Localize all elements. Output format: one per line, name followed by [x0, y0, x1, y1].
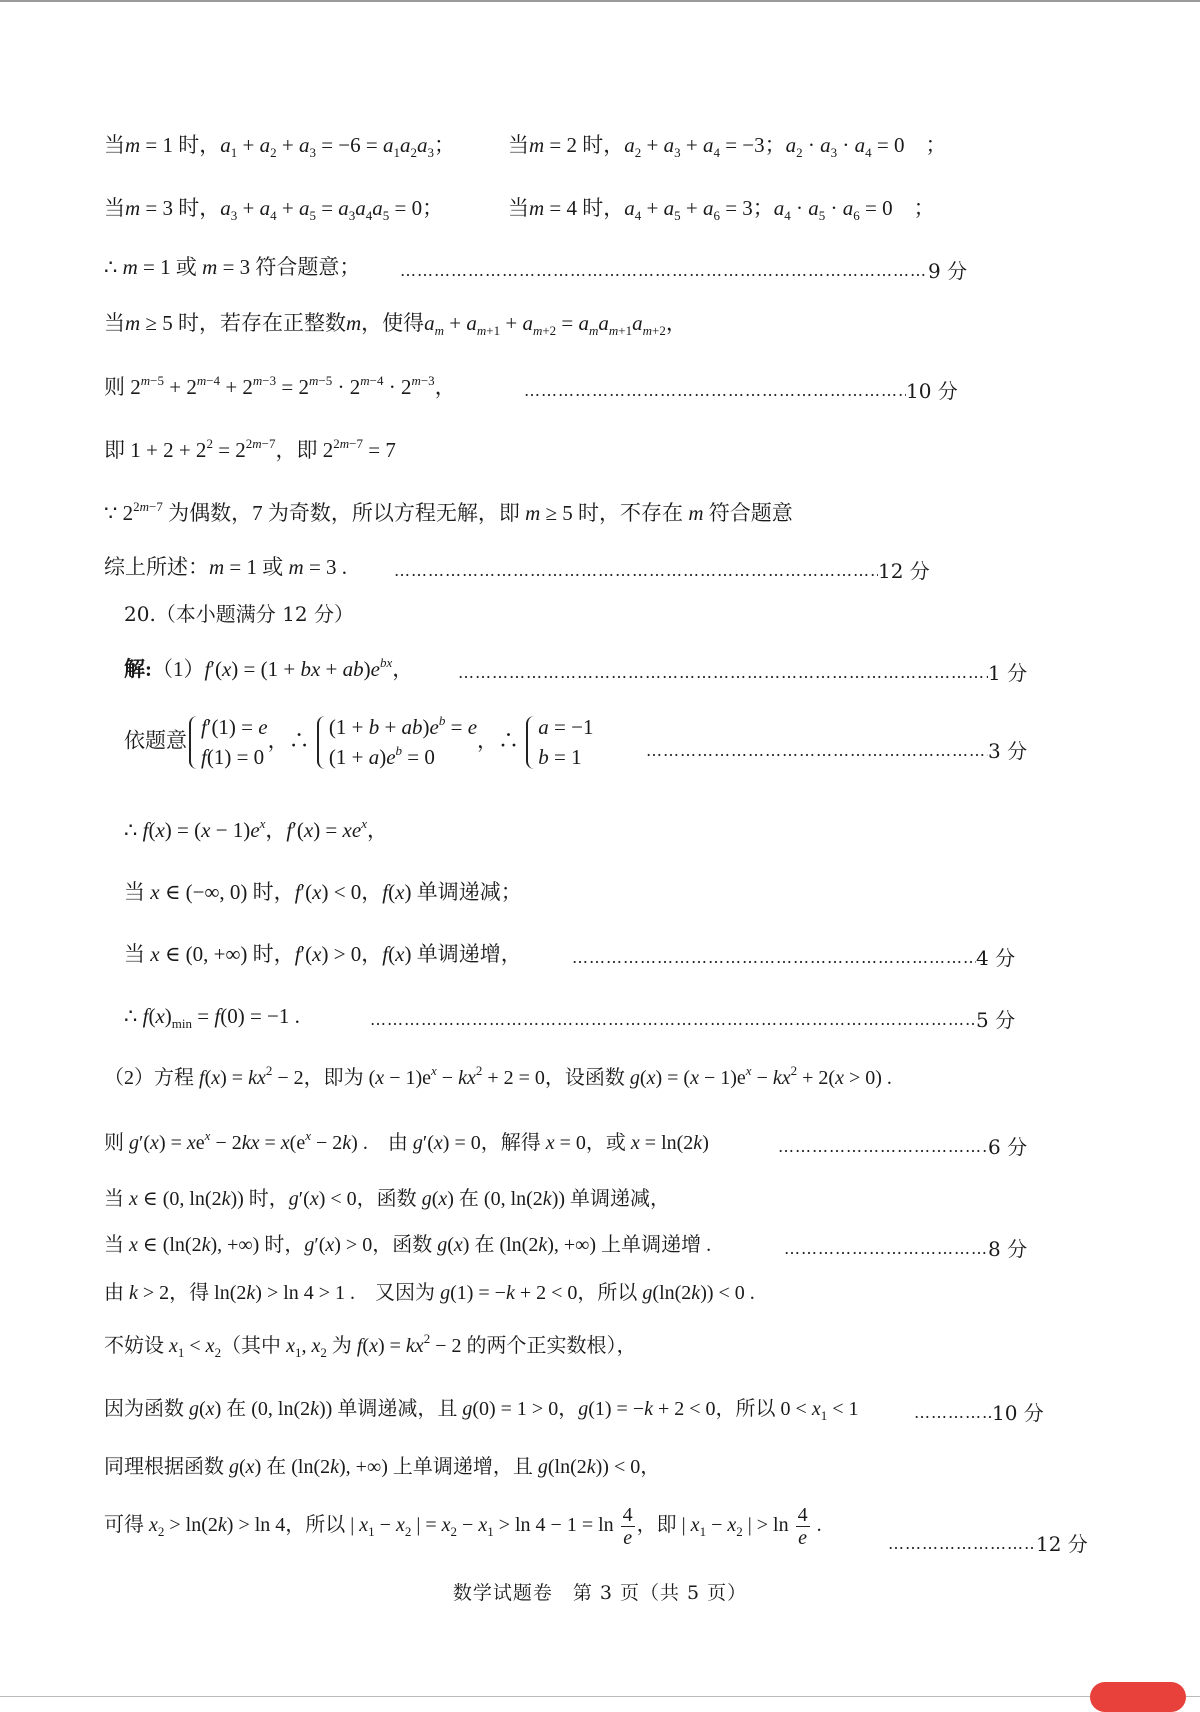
g-increasing: 当 x ∈ (ln(2k), +∞) 时，g′(x) > 0，函数 g(x) 在 (ln(2k), +∞) 上单调递增 .	[104, 1234, 712, 1256]
leader-dots	[914, 1403, 992, 1422]
k-condition: 由 k > 2，得 ln(2k) > ln 4 > 1 . 又因为 g(1) = −k + 2 < 0，所以 g(ln(2k)) < 0 .	[104, 1282, 755, 1304]
leader-dots	[784, 1239, 988, 1258]
derivative-f: 解:（1）f′(x) = (1 + bx + $ab)e^{bx}$，	[124, 655, 414, 681]
leader-dots	[400, 261, 928, 280]
score-6: 6 分	[988, 1135, 1028, 1159]
case-m-ge-5: 当m ≥ 5 时，若存在正整数m，使得$a_m + a_{m+1} + a_{m+2} = a_ma_{m+1}a_{m+2}$，	[104, 311, 687, 338]
x1-range: 因为函数 g(x) 在 (0, ln(2k)) 单调递减，且 g(0) = 1 > 0，g(1) = −k + 2 < 0，所以 $0 < x_1 < 1$	[104, 1398, 859, 1423]
score-10b: 10 分	[992, 1401, 1044, 1425]
score-1: 1 分	[988, 661, 1028, 685]
score-3: 3 分	[988, 739, 1028, 763]
part2-setup: （2）方程 $f(x) = kx^2 - 2$，即为 $(x - 1)e^x - kx^2 + 2 = 0$，设函数 $g(x) = (x - 1)e^x - kx^2 + 2(x > 0)$ .	[104, 1063, 892, 1089]
case-m3: 当m = 3 时，$a_3 + a_4 + a_5 = a_3a_4a_5 = 0$；	[104, 196, 444, 223]
leader-dots	[370, 1010, 976, 1029]
case-m4: 当m = 4 时，$a_4 + a_5 + a_6 = 3$；$a_4 \cdot a_5 \cdot a_6 = 0$ ；	[508, 196, 935, 223]
power-equation: 则 $2^{m-5} + 2^{m-4} + 2^{m-3} = 2^{m-5} \cdot 2^{m-4} \cdot 2^{m-3}$，	[104, 373, 456, 399]
similarly-x2: 同理根据函数 g(x) 在 (ln(2k), +∞) 上单调递增，且 g(ln(2k)) < 0，	[104, 1456, 661, 1478]
system-lead: 依题意	[124, 728, 187, 753]
assume-roots: 不妨设 $x_1 < x_2$（其中 $x_1$, $x_2$ 为 $f(x) = kx^2 - 2$ 的两个正实数根），	[104, 1331, 637, 1360]
final-conclusion: 综上所述：m = 1 或 m = 3 .	[104, 555, 348, 579]
f-expression: ∴ $f(x) = (x - 1)e^x$，$f'(x) = xe^x$，	[124, 816, 388, 842]
leader-dots	[458, 663, 988, 682]
score-4: 4 分	[976, 946, 1016, 970]
system-of-equations: 依题意f′(1) = e f(1) = 0，∴ $(1 + b + ab)e^b = e$ $(1 + a)e^b = 0$，∴ a = −1 b = 1	[124, 712, 593, 773]
monotonic-increase: 当 x ∈ (0, +∞) 时，f′(x) > 0，f(x) 单调递增，	[124, 942, 522, 966]
leader-dots	[572, 948, 976, 967]
parity-argument: ∵ $2^{2m-7}$ 为偶数，7 为奇数，所以方程无解，即 m ≥ 5 时，不存在 m 符合题意	[104, 499, 793, 525]
g-derivative: 则 $g'(x) = xe^x - 2kx = x(e^x - 2k)$ . 由 g′(x) = 0，解得 x = 0，或 x = ln(2k)	[104, 1128, 709, 1154]
leader-dots	[524, 381, 906, 400]
leader-dots	[888, 1534, 1036, 1553]
score-5: 5 分	[976, 1008, 1016, 1032]
score-12b: 12 分	[1036, 1532, 1088, 1556]
final-inequality: 可得 $x_2 > \ln(2k) > \ln 4$，所以 | $x_1 - x_2$ | = $x_2 - x_1 > \ln 4 - 1 = \ln$ $\frac{4}{e}$ ，即 | $x_1 - x_2$ | > ln $\frac{4}{e}$ .	[104, 1504, 822, 1549]
leader-dots	[394, 561, 878, 580]
leader-dots	[778, 1137, 988, 1156]
monotonic-decrease: 当 x ∈ (−∞, 0) 时，f′(x) < 0，f(x) 单调递减；	[124, 880, 522, 904]
page-top-edge	[0, 0, 1200, 2]
score-10: 10 分	[906, 379, 958, 403]
conclusion-m1-m3: ∴ m = 1 或 m = 3 符合题意；	[104, 255, 361, 279]
question-20-heading: 20.（本小题满分 12 分）	[124, 602, 354, 626]
page-footer: 数学试题卷 第 3 页（共 5 页）	[452, 1582, 748, 1604]
simplified-equation: 即 $1 + 2 + 2^2 = 2^{2m-7}$，即 $2^{2m-7} = 7$	[104, 436, 396, 462]
print-badge	[1090, 1682, 1186, 1712]
case-m2: 当m = 2 时，$a_2 + a_3 + a_4 = -3$；$a_2 \cdot a_3 \cdot a_4 = 0$ ；	[508, 133, 947, 160]
leader-dots	[646, 741, 988, 760]
score-9: 9 分	[928, 259, 968, 283]
case-m1: 当m = 1 时，$a_1 + a_2 + a_3 = -6 = a_1a_2a_3$；	[104, 133, 455, 160]
score-8: 8 分	[988, 1237, 1028, 1261]
f-minimum: ∴ $f(x)_{min} = f(0) = -1$ .	[124, 1004, 300, 1031]
score-12: 12 分	[878, 559, 930, 583]
g-decreasing: 当 x ∈ (0, ln(2k)) 时，g′(x) < 0，函数 g(x) 在 (0, ln(2k)) 单调递减，	[104, 1188, 671, 1210]
